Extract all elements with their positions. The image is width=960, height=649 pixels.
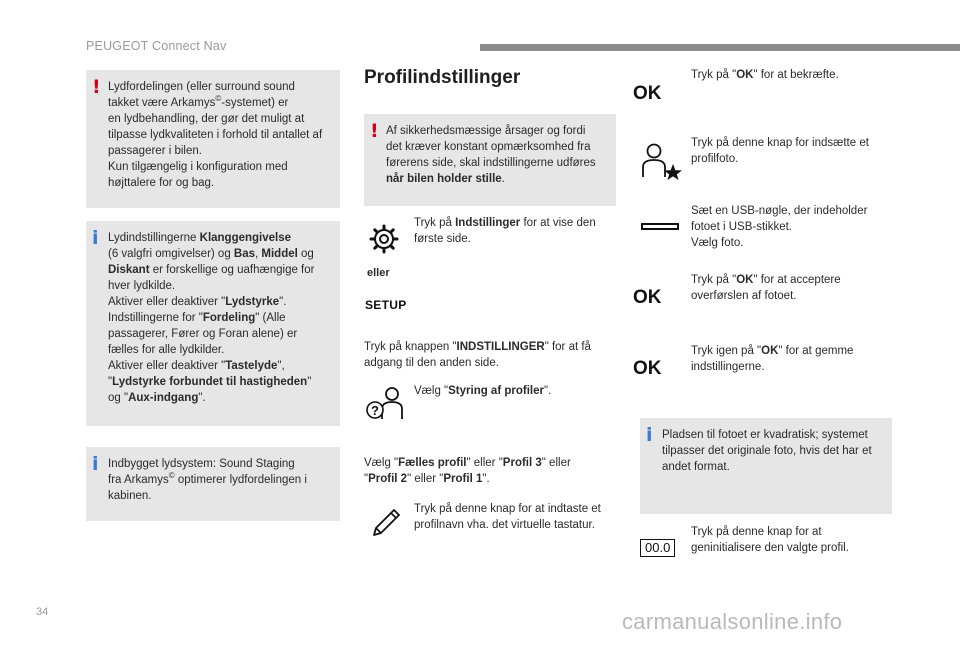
section-heading: Profilindstillinger (364, 67, 521, 88)
info-note-photo-format: i Pladsen til fotoet er kvadratisk; systemet tilpasser det originale foto, hvis det har et andet format. (640, 418, 892, 514)
step-usb-photo: Sæt en USB-nøgle, der indeholder fotoet i USB-stikket. Vælg foto. (691, 205, 868, 249)
step-save-settings: Tryk igen på "OK" for at gemme indstillingerne. (691, 345, 854, 373)
profile-photo-icon (640, 142, 684, 180)
step-choose-profile-management: Vælg "Styring af profiler". (414, 385, 552, 397)
step-choose-profile: Vælg "Fælles profil" eller "Profil 3" eller "Profil 2" eller "Profil 1". (364, 457, 571, 485)
setup-button-icon: SETUP (365, 298, 407, 312)
ok-button-icon: OK (633, 358, 662, 379)
step-reset-profile: Tryk på denne knap for at geninitialisere den valgte profil. (691, 526, 849, 554)
info-icon (646, 425, 653, 445)
ok-button-icon: OK (633, 287, 662, 308)
reset-counter-icon: 00.0 (640, 539, 675, 557)
step-insert-photo: Tryk på denne knap for indsætte et profilfoto. (691, 137, 869, 165)
document-header-title: PEUGEOT Connect Nav (86, 39, 227, 53)
step-open-settings: Tryk på Indstillinger for at vise den første side. (414, 217, 596, 245)
svg-text:?: ? (371, 403, 379, 418)
eller-label: eller (367, 267, 390, 279)
watermark-text: carmanualsonline.info (622, 609, 843, 634)
warning-note-surround: ! Lydfordelingen (eller surround sound takket være Arkamys©-systemet) er en lydbehandling, der gør det muligt at tilpasse lydkvaliteten i forhold til antallet af passagerer i bilen. Kun tilgængelig i konfiguration med højttalere for og bag. (86, 70, 340, 208)
header-bar (480, 44, 960, 51)
warning-icon (92, 77, 101, 97)
info-note-sound-settings: i Lydindstillingerne Klanggengivelse (6 valgfri omgivelser) og Bas, Middel og Diskant er forskellige og uafhængige for hver lydkilde. Aktiver eller deaktiver "Lydstyrke". Indstillingerne for "Fordeling" (Alle passagerer, Fører og Foran alene) er fælles for alle lydkilder. Aktiver eller deaktiver "Tastelyde", "Lydstyrke forbundet til hastigheden" og "Aux-indgang". (86, 221, 340, 426)
info-icon (92, 228, 99, 248)
step-enter-profile-name: Tryk på denne knap for at indtaste et profilnavn vha. det virtuelle tastatur. (414, 503, 601, 531)
usb-port-icon (641, 223, 679, 230)
settings-gear-icon (369, 224, 399, 254)
info-icon (92, 454, 99, 474)
pencil-edit-icon (368, 504, 404, 540)
step-press-settings: Tryk på knappen "INDSTILLINGER" for at få adgang til den anden side. (364, 341, 591, 369)
warning-icon (370, 121, 379, 141)
page-number: 34 (36, 606, 49, 618)
ok-button-icon: OK (633, 83, 662, 104)
profile-manage-icon (366, 385, 406, 423)
warning-note-safety: ! Af sikkerhedsmæssige årsager og fordi det kræver konstant opmærksomhed fra førerens side, skal indstillingerne udføres når bilen holder stille. (364, 114, 616, 206)
step-accept-transfer: Tryk på "OK" for at acceptere overførslen af fotoet. (691, 274, 841, 302)
info-note-sound-staging: i Indbygget lydsystem: Sound Staging fra Arkamys© optimerer lydfordelingen i kabinen. (86, 447, 340, 521)
step-confirm: Tryk på "OK" for at bekræfte. (691, 69, 839, 81)
